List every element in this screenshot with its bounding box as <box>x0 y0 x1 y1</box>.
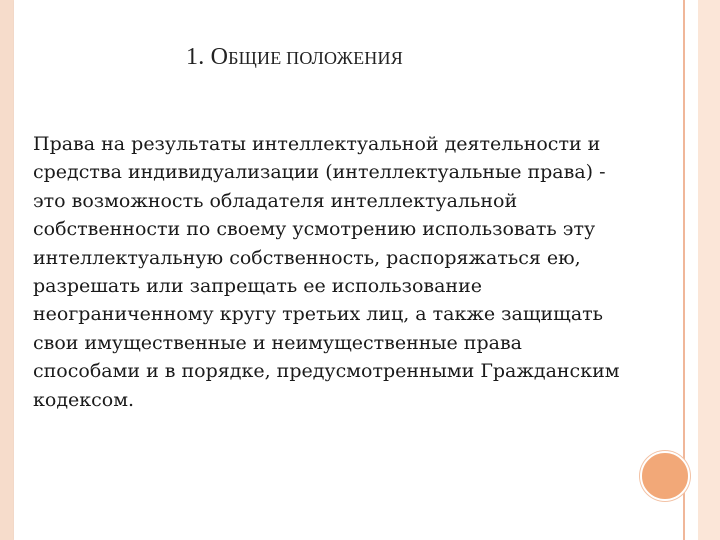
body-line: интеллектуальную собственность, распоряжаться ею, <box>33 246 581 269</box>
body-line: это возможность обладателя интеллектуальной <box>33 189 518 212</box>
right-decor-strip <box>698 0 720 540</box>
slide-title-rest: БЩИЕ ПОЛОЖЕНИЯ <box>228 48 403 68</box>
body-line: кодексом. <box>33 388 135 411</box>
body-line: способами и в порядке, предусмотренными Гражданским <box>33 360 620 383</box>
body-line: средства индивидуализации (интеллектуальные права) - <box>33 161 606 184</box>
decorative-circle <box>640 451 690 501</box>
body-line: собственности по своему усмотрению использовать эту <box>33 218 596 241</box>
slide-title-number: 1. О <box>186 44 229 70</box>
body-line: Права на результаты интеллектуальной деятельности и <box>33 133 601 155</box>
body-line: неограниченному кругу третьих лиц, а также защищать <box>33 303 604 326</box>
body-line: свои имущественные и неимущественные права <box>33 331 522 354</box>
slide-body-text <box>33 130 701 414</box>
body-line: разрешать или запрещать ее использование <box>33 275 482 298</box>
slide-title <box>186 44 403 71</box>
